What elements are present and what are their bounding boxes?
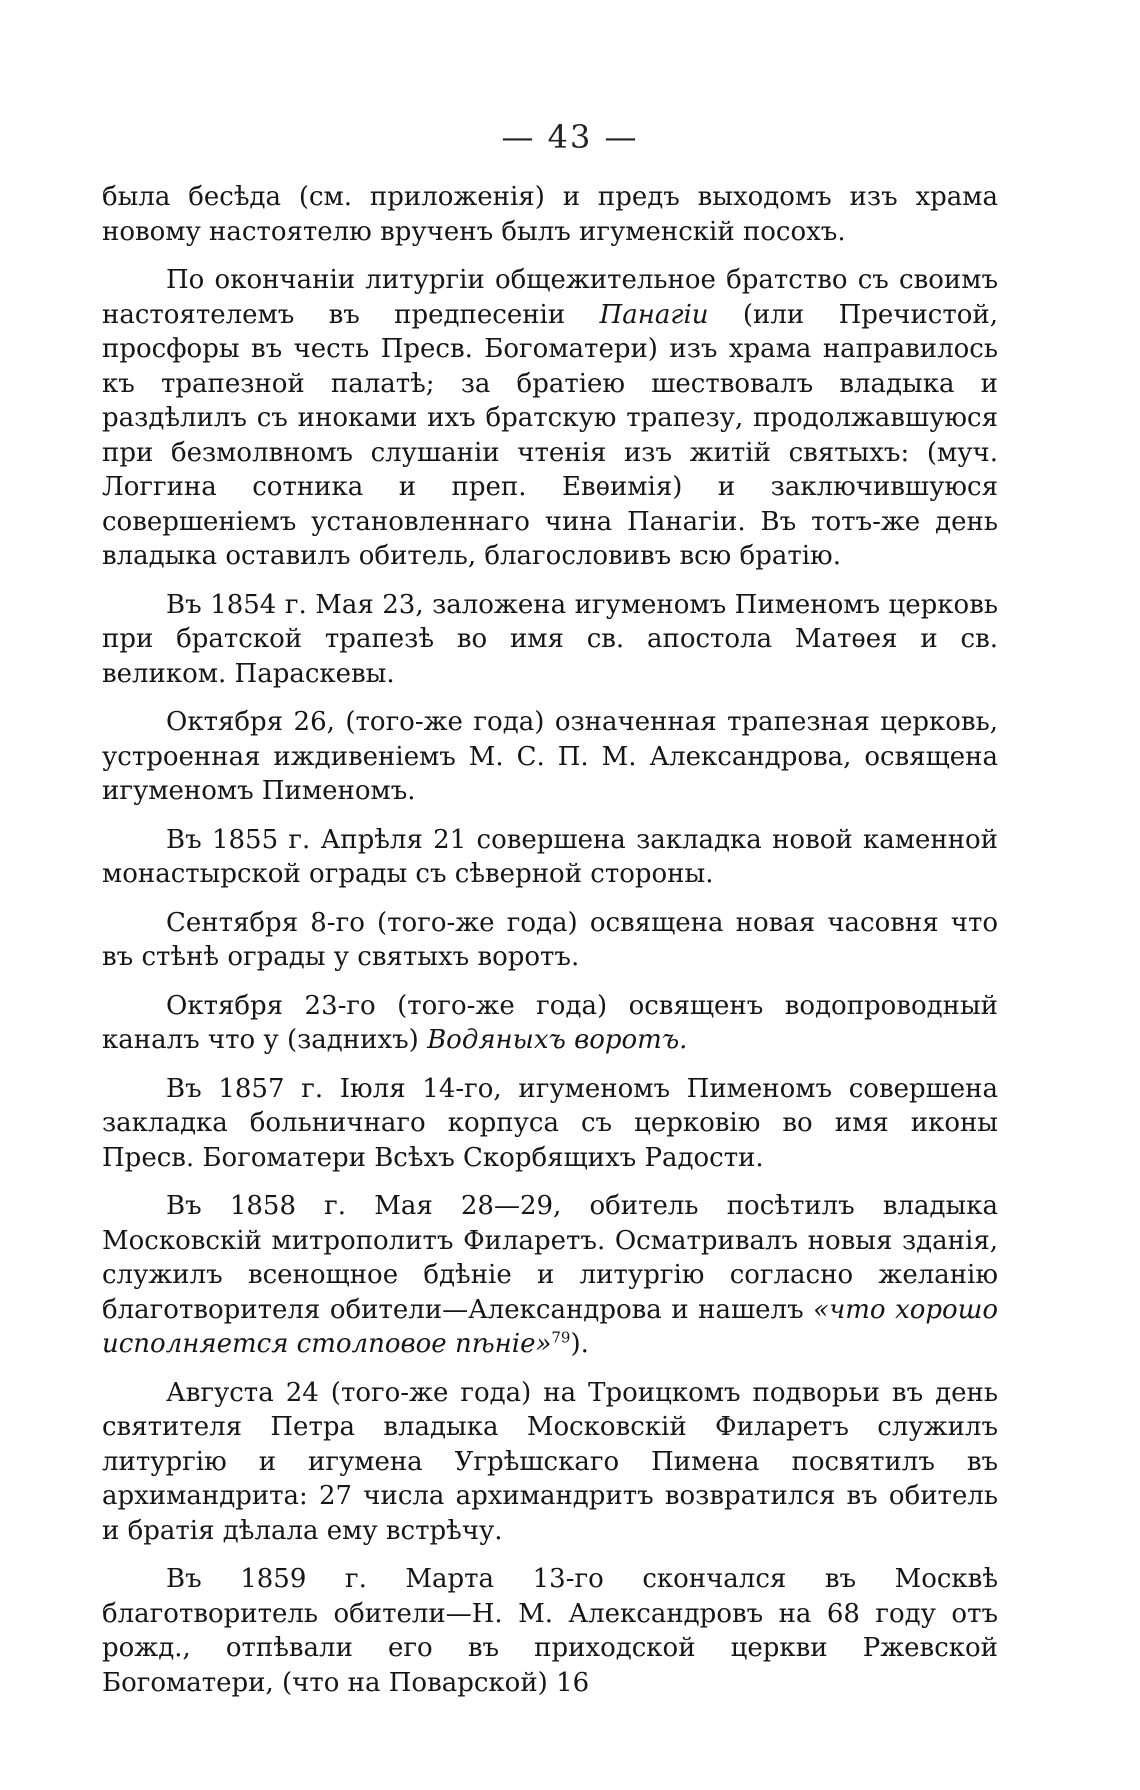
paragraph-3: Въ 1854 г. Мая 23, заложена игуменомъ Пименомъ церковь при братской трапезѣ во имя св. апостола Матѳея и св. великом. Параскевы.	[102, 589, 998, 689]
paragraph-9: Въ 1858 г. Мая 28—29, обитель посѣтилъ владыка Московскій митрополитъ Филаретъ. Осматривалъ новыя зданія, служилъ всенощное бдѣніе и литургію согласно желанію благотворителя обители—Александрова и нашелъ «что хорошо исполняется столповое пѣніе»$^{79}$).	[102, 1191, 998, 1359]
page-number: — 43 —	[501, 118, 639, 156]
italic-term: Панагіи	[599, 299, 709, 330]
paragraph-4: Октября 26, (того-же года) означенная трапезная церковь, устроенная иждивеніемъ М. С. П. М. Александрова, освящена игуменомъ Пименомъ.	[102, 707, 998, 806]
italic-term: Водяныхъ воротъ.	[427, 1025, 688, 1055]
italic-quote: «что хорошо исполняется столповое пѣніе»	[102, 1294, 998, 1359]
paragraph-text: была бесѣда (см. приложенія) и предъ выходомъ изъ храма новому настоятелю врученъ былъ игуменскій посохъ.	[102, 182, 998, 247]
paragraph-10: Августа 24 (того-же года) на Троицкомъ подворьи въ день святителя Петра владыка Московскій Филаретъ служилъ литургію и игумена Угрѣшскаго Пимена посвятилъ въ архимандрита: 27 числа архимандритъ возвратился въ обитель и братія дѣлала ему встрѣчу.	[102, 1377, 998, 1546]
paragraph-6: Сентября 8-го (того-же года) освящена новая часовня что въ стѣнѣ ограды у святыхъ воротъ.	[102, 907, 998, 972]
paragraph-1	[102, 180, 998, 249]
paragraph-2: По окончаніи литургіи общежительное братство съ своимъ настоятелемъ въ предпесеніи Панагіи (или Пречистой, просфоры въ честь Пресв. Богоматери) изъ храма направилось къ трапезной палатѣ; за братіею шествовалъ владыка и раздѣлилъ съ иноками ихъ братскую трапезу, продолжавшуюся при безмолвномъ слушаніи чтенія изъ житій святыхъ: (муч. Логгина сотника и преп. Евѳимія) и заключившуюся совершеніемъ установленнаго чина Панагіи. Въ тотъ-же день владыка оставилъ обитель, благословивъ всю братію.	[102, 265, 998, 571]
paragraph-7: Октября 23-го (того-же года) освященъ водопроводный каналъ что у (заднихъ) Водяныхъ воротъ.	[102, 990, 998, 1055]
paragraph-11: Въ 1859 г. Марта 13-го скончался въ Москвѣ благотворитель обители—Н. М. Александровъ на 68 году отъ рожд., отпѣвали его въ приходской церкви Ржевской Богоматери, (что на Поварской) 16	[102, 1564, 998, 1698]
paragraph-8: Въ 1857 г. Іюля 14-го, игуменомъ Пименомъ совершена закладка больничнаго корпуса съ церковію во имя иконы Пресв. Богоматери Всѣхъ Скорбящихъ Радости.	[102, 1073, 998, 1173]
paragraph-5: Въ 1855 г. Апрѣля 21 совершена закладка новой каменной монастырской ограды съ сѣверной стороны.	[102, 824, 998, 889]
body-text	[102, 180, 998, 1700]
footnote-marker: 79	[551, 1328, 571, 1347]
